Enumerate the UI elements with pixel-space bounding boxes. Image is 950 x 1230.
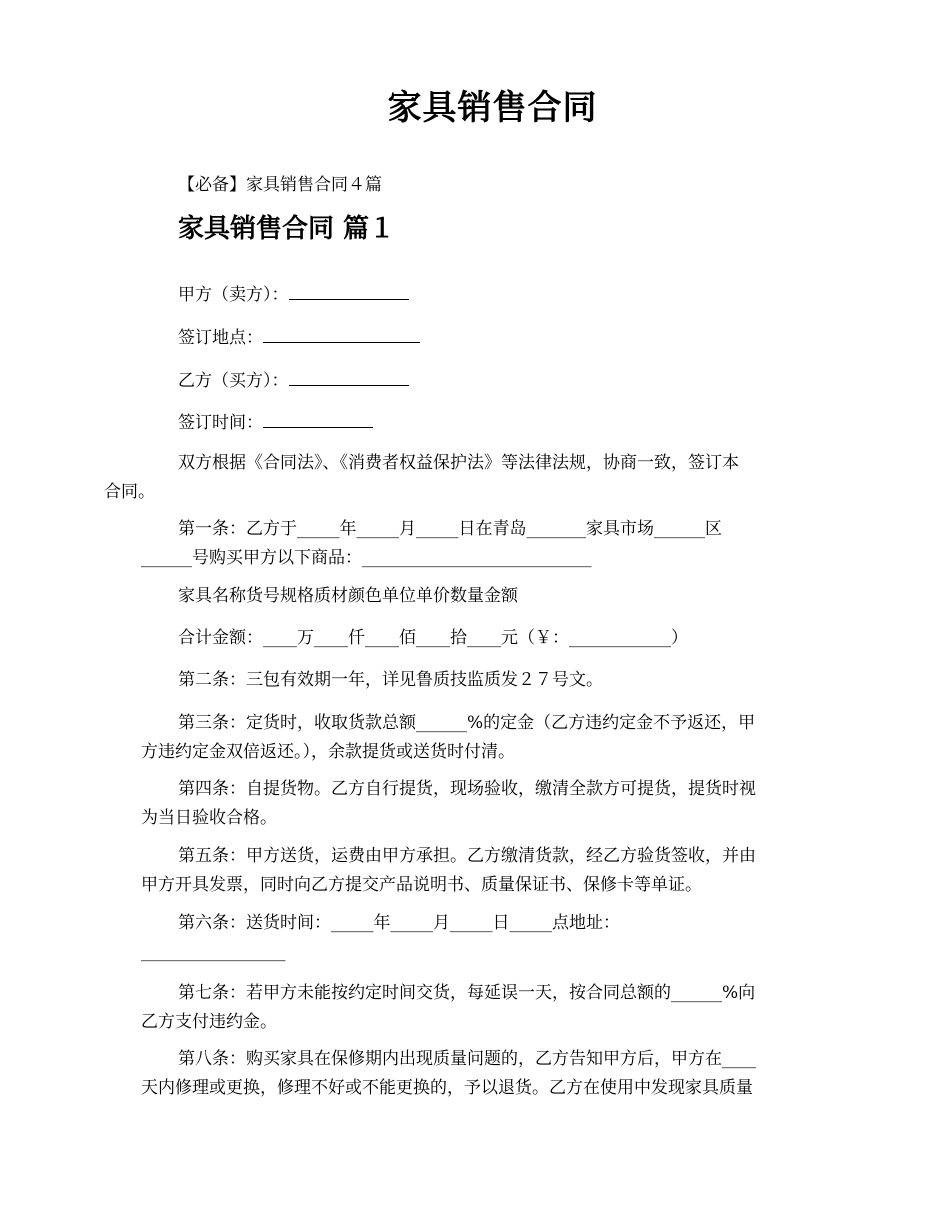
clause-4-line-2: 为当日验收合格。 (141, 808, 277, 828)
buyer-blank (289, 367, 409, 386)
clause-2 (141, 666, 813, 695)
intro-line-1: 双方根据《合同法》、《消费者权益保护法》等法律法规，协商一致，签订本 (178, 453, 739, 473)
document-subtitle: 【必备】家具销售合同４篇 (178, 175, 382, 195)
clause-7-line-1: 第七条：若甲方未能按约定时间交货，每延误一天，按合同总额的______%向 (178, 983, 756, 1003)
buyer-label: 乙方（买方）： (178, 371, 289, 391)
clause-3-line-2: 方违约定金双倍返还。），余款提货或送货时付清。 (141, 742, 515, 762)
clause-2-text: 第二条：三包有效期一年，详见鲁质技监质发２７号文。 (178, 670, 603, 690)
clause-1-line-1: 第一条：乙方于_____年_____月_____日在青岛_______家具市场______区 (178, 519, 722, 539)
clause-7 (141, 979, 813, 1037)
clause-8-line-1: 第八条：购买家具在保修期内出现质量问题的，乙方告知甲方后，甲方在____ (178, 1049, 756, 1069)
clause-5 (141, 842, 813, 900)
time-field (178, 408, 373, 433)
clause-6 (141, 909, 813, 967)
time-blank (263, 409, 373, 428)
place-blank (263, 324, 420, 343)
clause-7-line-2: 乙方支付违约金。 (141, 1012, 277, 1032)
clause-5-line-2: 甲方开具发票，同时向乙方提交产品说明书、质量保证书、保修卡等单证。 (141, 875, 702, 895)
seller-blank (289, 281, 409, 300)
section-heading: 家具销售合同 篇１ (178, 214, 396, 244)
place-label: 签订地点： (178, 328, 263, 348)
clause-5-line-1: 第五条：甲方送货，运费由甲方承担。乙方缴清货款，经乙方验货签收，并由 (178, 846, 756, 866)
clause-8 (141, 1045, 813, 1103)
intro-paragraph (104, 449, 813, 507)
clause-1-line-2: ______号购买甲方以下商品：___________________________ (141, 548, 592, 568)
clause-6-line-1: 第六条：送货时间：_____年_____月_____日_____点地址： (178, 913, 620, 933)
goods-header-text: 家具名称货号规格质材颜色单位单价数量金额 (178, 586, 518, 606)
clause-8-line-2: 天内修理或更换，修理不好或不能更换的，予以退货。乙方在使用中发现家具质量 (141, 1078, 753, 1098)
clause-4-line-1: 第四条：自提货物。乙方自行提货，现场验收，缴清全款方可提货，提货时视 (178, 779, 756, 799)
total-amount-text: 合计金额：____万____仟____佰____拾____元（￥：____________） (178, 628, 688, 648)
place-field (178, 323, 420, 348)
time-label: 签订时间： (178, 413, 263, 433)
clause-3 (141, 709, 813, 767)
buyer-field (178, 366, 409, 391)
clause-4 (141, 775, 813, 833)
intro-line-2: 合同。 (104, 482, 155, 502)
goods-table-header (141, 582, 813, 611)
seller-field (178, 280, 409, 305)
seller-label: 甲方（卖方）： (178, 285, 289, 305)
total-amount (141, 624, 813, 653)
clause-1 (141, 515, 813, 573)
clause-6-line-2: _________________ (141, 942, 286, 962)
clause-3-line-1: 第三条：定货时，收取货款总额______%的定金（乙方违约定金不予返还，甲 (178, 713, 756, 733)
document-title: 家具销售合同 (387, 88, 598, 128)
